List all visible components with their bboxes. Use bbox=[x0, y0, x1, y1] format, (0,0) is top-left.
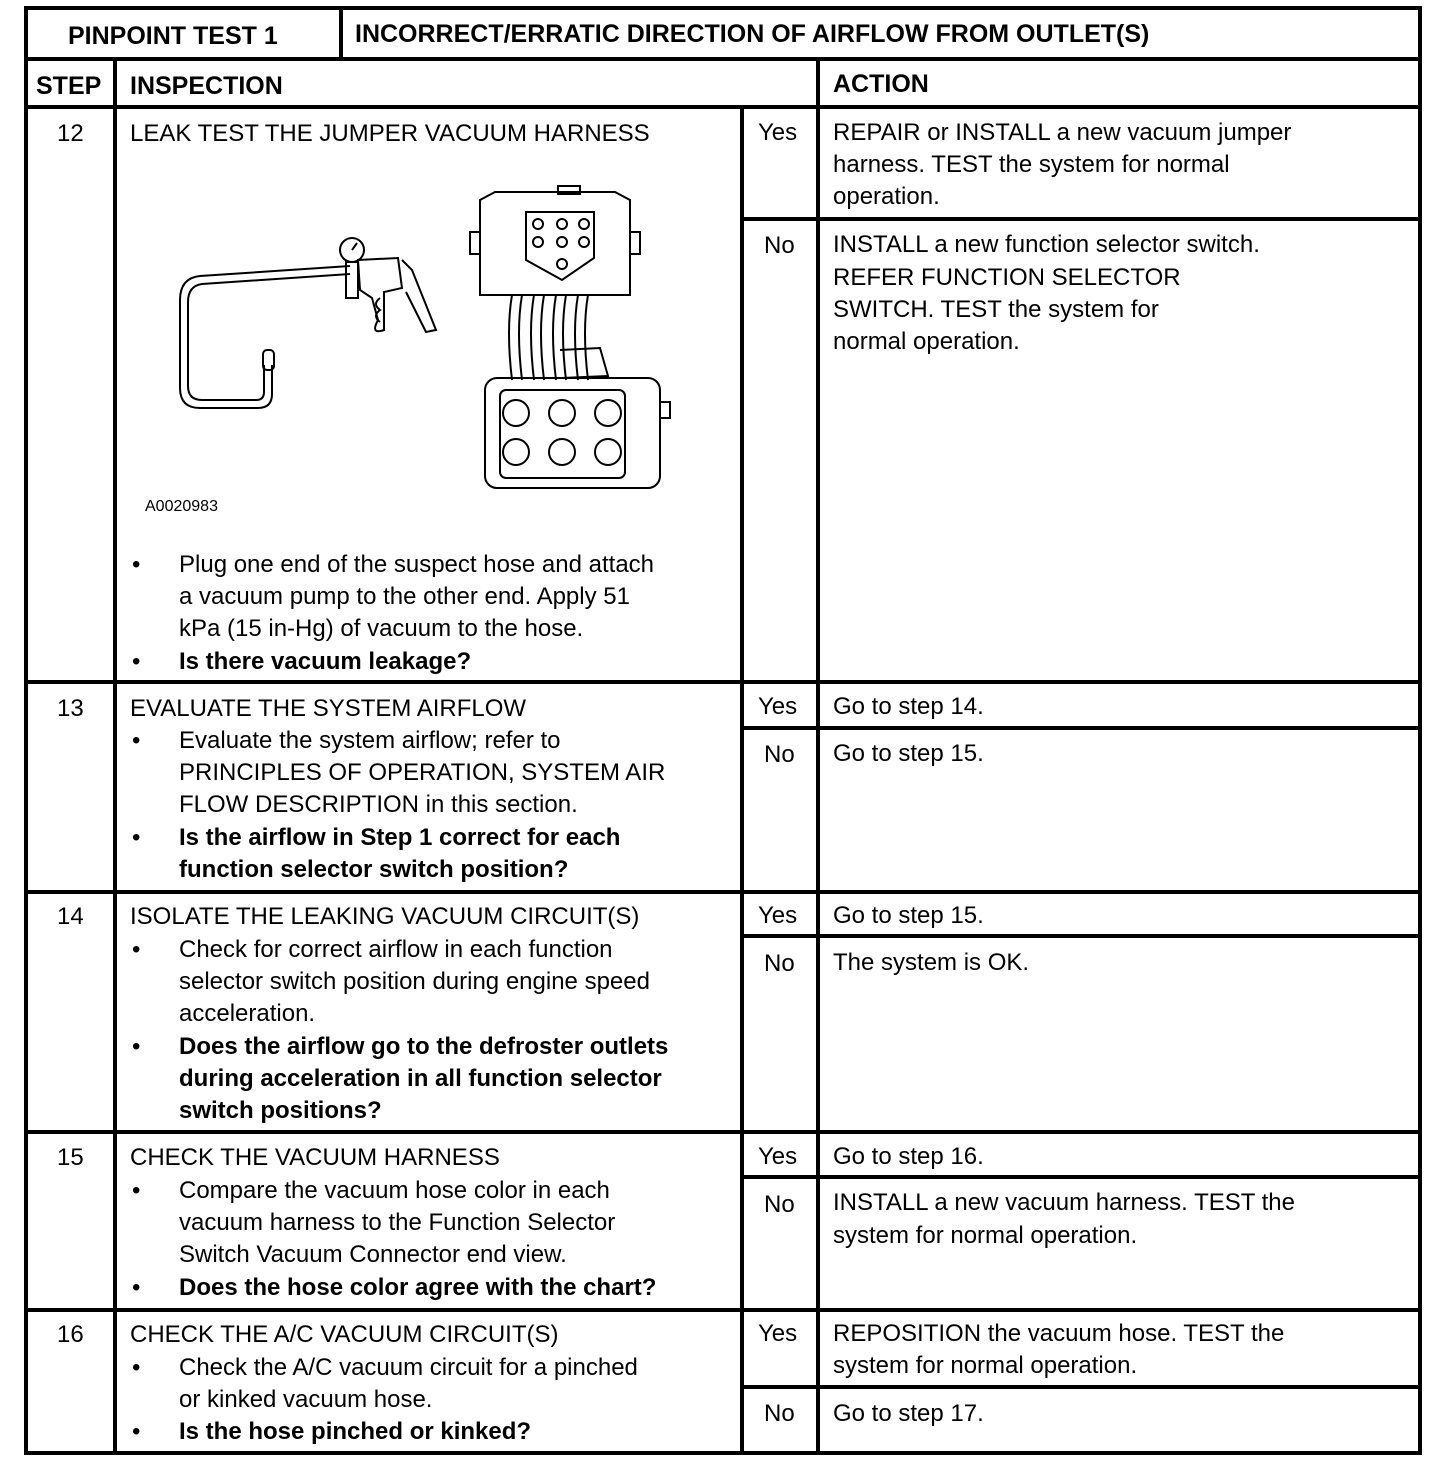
bullet: • bbox=[132, 1274, 141, 1301]
step-number: 15 bbox=[57, 1144, 84, 1171]
question-text: Does the hose color agree with the chart? bbox=[179, 1274, 657, 1301]
no-action: Go to step 17. bbox=[833, 1400, 984, 1427]
bullet: • bbox=[132, 727, 141, 754]
bullet-text: PRINCIPLES OF OPERATION, SYSTEM AIR bbox=[179, 759, 666, 786]
no-action: normal operation. bbox=[833, 328, 1020, 355]
bullet-text: kPa (15 in-Hg) of vacuum to the hose. bbox=[179, 615, 584, 642]
question-text: function selector switch position? bbox=[179, 856, 569, 883]
no-action: The system is OK. bbox=[833, 949, 1030, 976]
bullet-text: or kinked vacuum hose. bbox=[179, 1386, 433, 1413]
no-action: SWITCH. TEST the system for bbox=[833, 296, 1159, 323]
question-text: during acceleration in all function selector bbox=[179, 1065, 662, 1092]
step-number: 13 bbox=[57, 695, 84, 722]
bullet-text: Compare the vacuum hose color in each bbox=[179, 1177, 610, 1204]
step-title: CHECK THE VACUUM HARNESS bbox=[130, 1144, 500, 1171]
question-text: Does the airflow go to the defroster outlets bbox=[179, 1033, 669, 1060]
bullet-text: Check for correct airflow in each function bbox=[179, 936, 613, 963]
yes-label: Yes bbox=[758, 119, 798, 146]
question-text: Is there vacuum leakage? bbox=[179, 648, 472, 675]
step-number: 14 bbox=[57, 903, 84, 930]
step-title: EVALUATE THE SYSTEM AIRFLOW bbox=[130, 695, 527, 722]
step-number: 16 bbox=[57, 1321, 84, 1348]
yes-action: system for normal operation. bbox=[833, 1352, 1138, 1379]
yes-label: Yes bbox=[758, 902, 798, 929]
step-title: CHECK THE A/C VACUUM CIRCUIT(S) bbox=[130, 1321, 559, 1348]
step-title: ISOLATE THE LEAKING VACUUM CIRCUIT(S) bbox=[130, 903, 640, 930]
no-label: No bbox=[764, 950, 795, 977]
bullet: • bbox=[132, 824, 141, 851]
no-action: system for normal operation. bbox=[833, 1222, 1138, 1249]
yes-action: Go to step 14. bbox=[833, 693, 984, 720]
question-text: switch positions? bbox=[179, 1097, 382, 1124]
bullet-text: Switch Vacuum Connector end view. bbox=[179, 1241, 567, 1268]
yes-action: Go to step 16. bbox=[833, 1143, 984, 1170]
column-step: STEP bbox=[36, 72, 102, 100]
yes-action: operation. bbox=[833, 183, 940, 210]
yes-label: Yes bbox=[758, 693, 798, 720]
yes-label: Yes bbox=[758, 1320, 798, 1347]
bullet-text: Check the A/C vacuum circuit for a pinched bbox=[179, 1354, 638, 1381]
no-label: No bbox=[764, 1400, 795, 1427]
yes-action: REPOSITION the vacuum hose. TEST the bbox=[833, 1320, 1285, 1347]
bullet: • bbox=[132, 648, 141, 675]
no-action: REFER FUNCTION SELECTOR bbox=[833, 264, 1181, 291]
bullet-text: FLOW DESCRIPTION in this section. bbox=[179, 791, 578, 818]
bullet: • bbox=[132, 1418, 141, 1445]
bullet: • bbox=[132, 936, 141, 963]
bullet-text: Evaluate the system airflow; refer to bbox=[179, 727, 561, 754]
step-title: LEAK TEST THE JUMPER VACUUM HARNESS bbox=[130, 120, 650, 147]
no-action: INSTALL a new vacuum harness. TEST the bbox=[833, 1189, 1295, 1216]
bullet: • bbox=[132, 1033, 141, 1060]
no-action: Go to step 15. bbox=[833, 740, 984, 767]
bullet-text: acceleration. bbox=[179, 1000, 316, 1027]
bullet-text: a vacuum pump to the other end. Apply 51 bbox=[179, 583, 630, 610]
step-number: 12 bbox=[57, 120, 84, 147]
question-text: Is the airflow in Step 1 correct for each bbox=[179, 824, 621, 851]
bullet-text: Plug one end of the suspect hose and attach bbox=[179, 551, 655, 578]
pinpoint-test-title: INCORRECT/ERRATIC DIRECTION OF AIRFLOW FROM OUTLET(S) bbox=[355, 20, 1150, 48]
figure-caption: A0020983 bbox=[145, 498, 218, 515]
bullet: • bbox=[132, 551, 141, 578]
no-label: No bbox=[764, 1191, 795, 1218]
bullet-text: vacuum harness to the Function Selector bbox=[179, 1209, 616, 1236]
pinpoint-test-label: PINPOINT TEST 1 bbox=[68, 22, 278, 50]
no-action: INSTALL a new function selector switch. bbox=[833, 231, 1260, 258]
question-text: Is the hose pinched or kinked? bbox=[179, 1418, 532, 1445]
no-label: No bbox=[764, 232, 795, 259]
no-label: No bbox=[764, 741, 795, 768]
yes-action: REPAIR or INSTALL a new vacuum jumper bbox=[833, 119, 1292, 146]
column-inspection: INSPECTION bbox=[130, 72, 283, 100]
yes-label: Yes bbox=[758, 1143, 798, 1170]
bullet: • bbox=[132, 1354, 141, 1381]
bullet: • bbox=[132, 1177, 141, 1204]
yes-action: Go to step 15. bbox=[833, 902, 984, 929]
bullet-text: selector switch position during engine speed bbox=[179, 968, 650, 995]
column-action: ACTION bbox=[833, 70, 929, 98]
vacuum-pump-and-harness-illustration bbox=[140, 180, 700, 520]
yes-action: harness. TEST the system for normal bbox=[833, 151, 1230, 178]
